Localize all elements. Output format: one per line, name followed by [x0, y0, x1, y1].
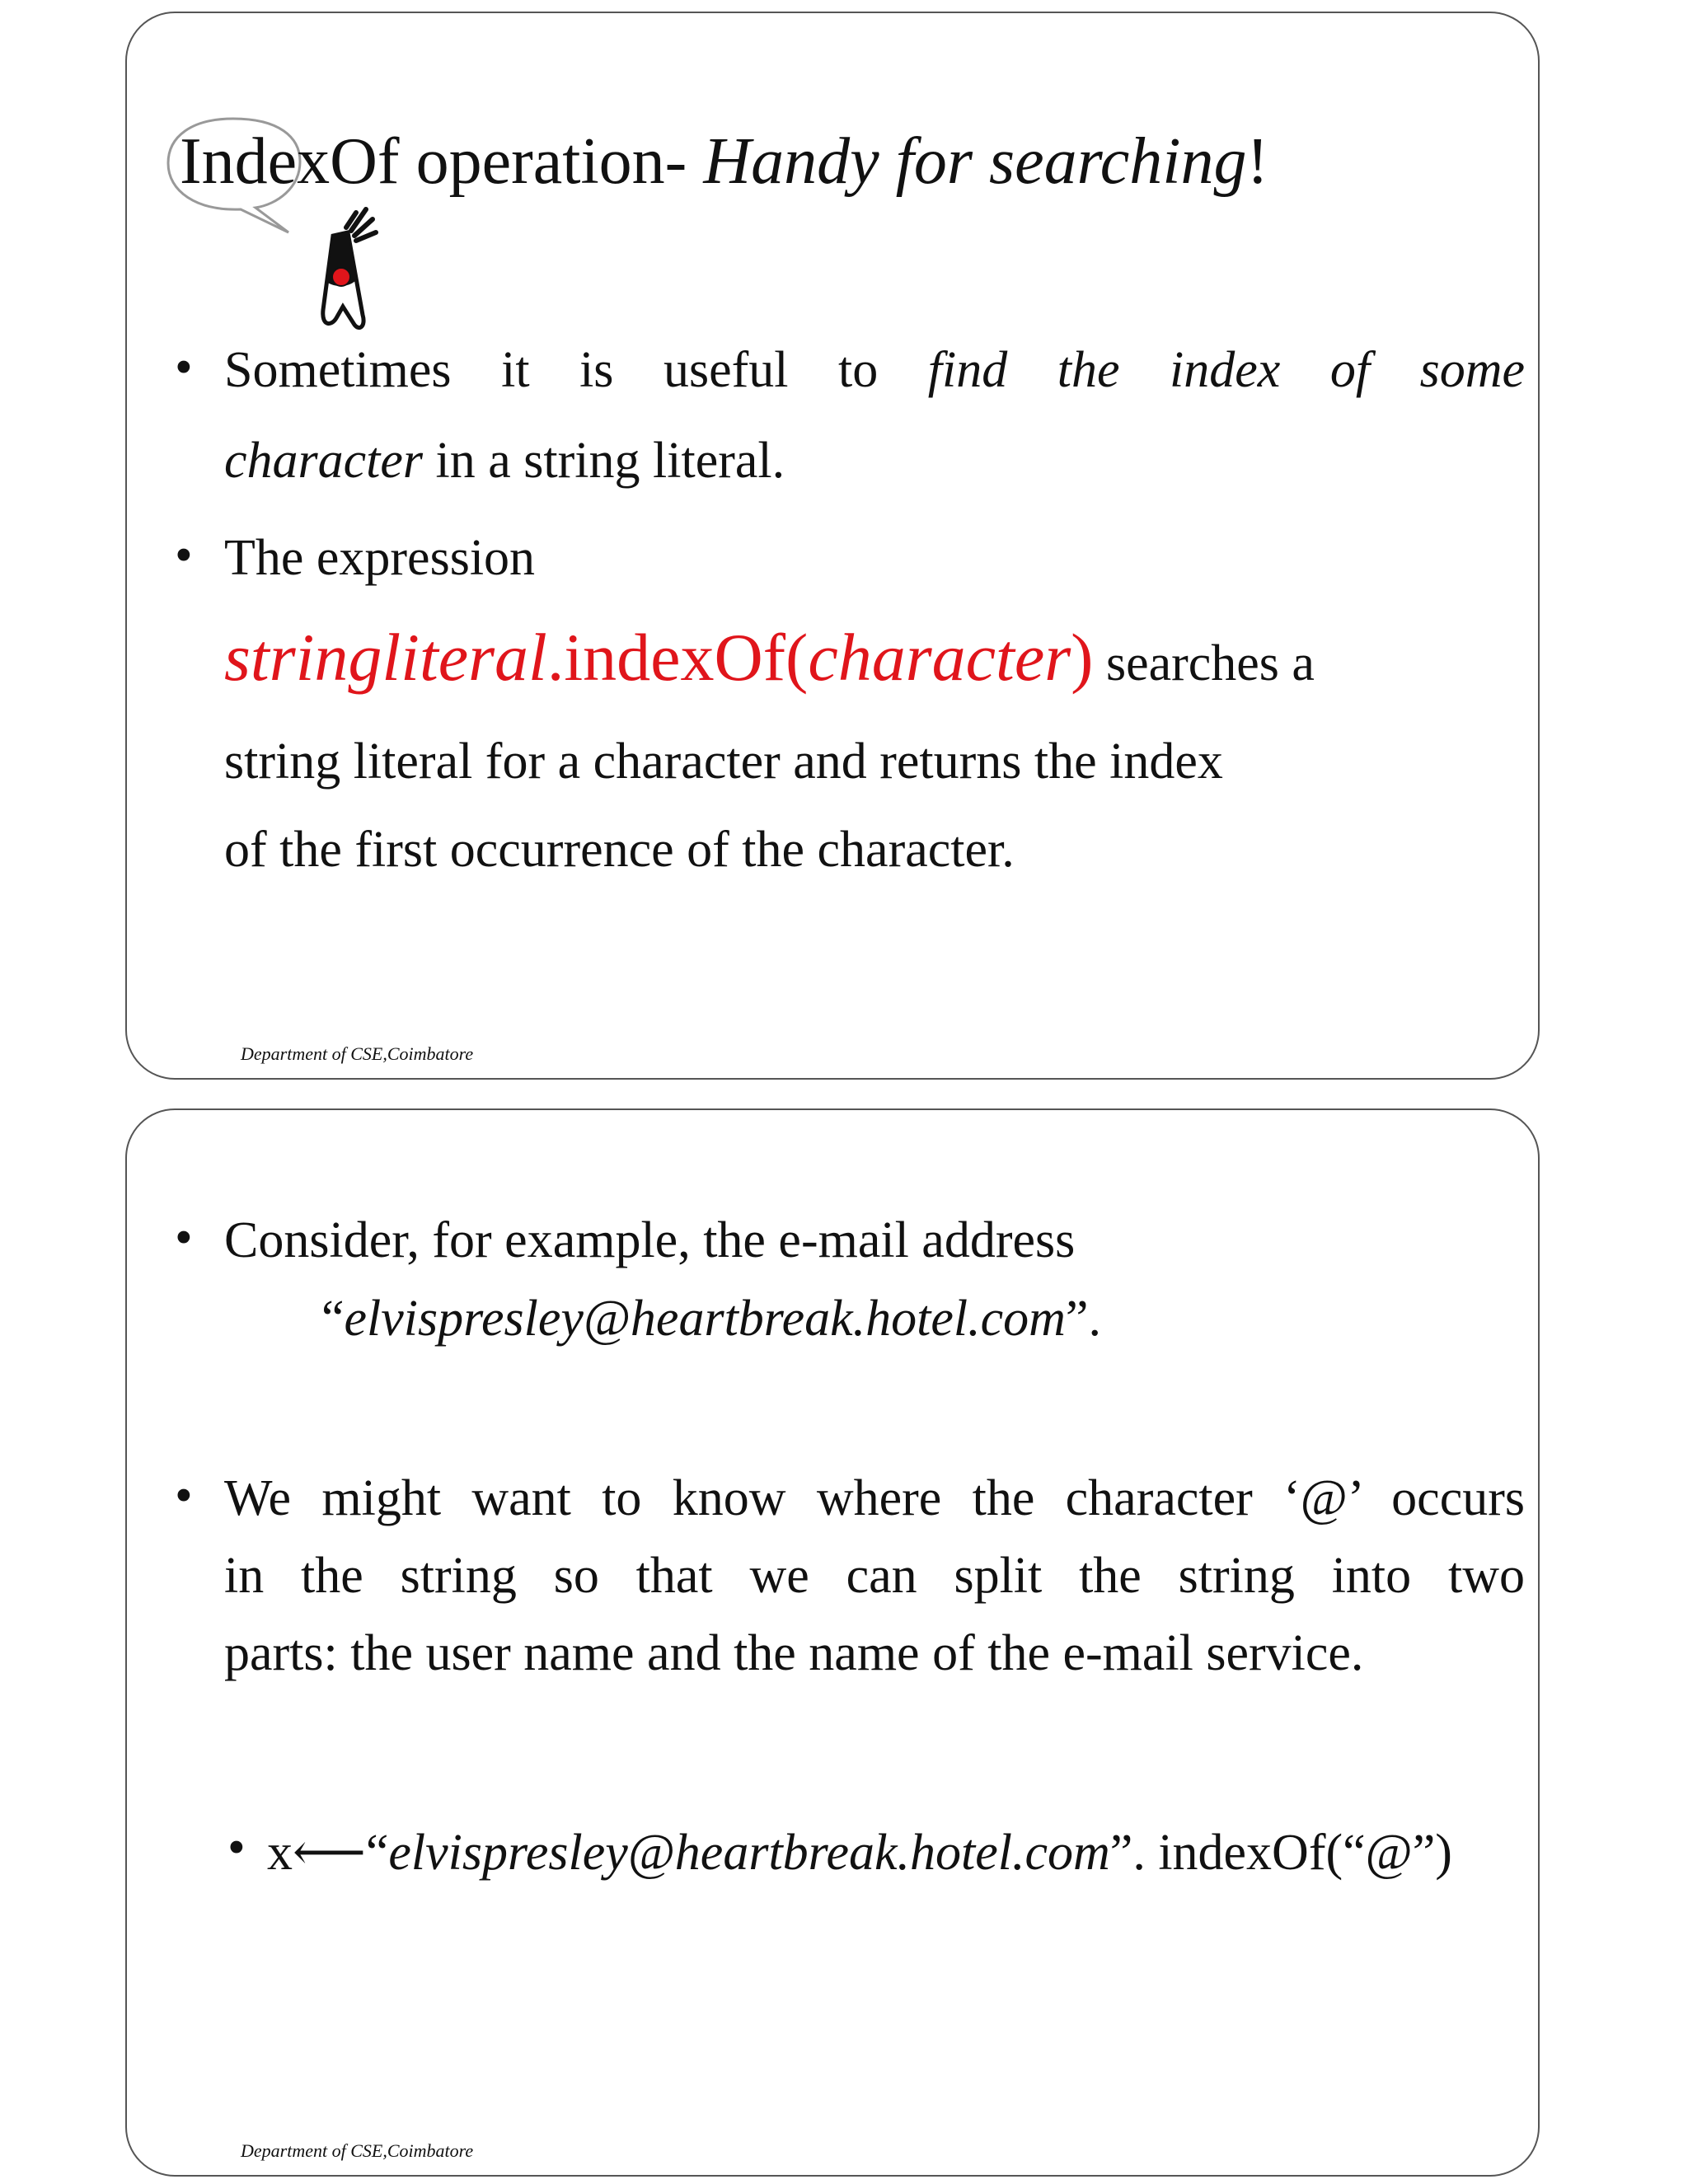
bullet-2-line-3: parts: the user name and the name of the e-mail service. — [224, 1625, 1364, 1681]
bullet-marker: • — [175, 527, 193, 583]
bullet-1-line-2: character in a string literal. — [224, 433, 785, 489]
bullet-1-line-1: Consider, for example, the e-mail address — [224, 1212, 1076, 1268]
bullet-2-code-line: stringliteral.indexOf(character) searches a — [224, 620, 1315, 695]
java-duke-mascot-icon — [308, 203, 382, 343]
bullet-2-line-1: The expression — [224, 530, 536, 586]
bullet-2-line-3: string literal for a character and returns the index — [224, 733, 1223, 790]
bullet-marker: • — [175, 1210, 193, 1266]
bullet-1-line-1: Sometimes it is useful to find the index of some — [224, 342, 1526, 398]
slide-2 — [125, 1108, 1540, 2177]
bullet-1-email-line: “elvispresley@heartbreak.hotel.com”. — [321, 1291, 1101, 1347]
bullet-2-line-2: in the string so that we can split the string into two — [224, 1548, 1525, 1604]
slide-footer: Department of CSE,Coimbatore — [241, 1043, 474, 1064]
bullet-2-line-4: of the first occurrence of the character. — [224, 822, 1015, 878]
slide-footer: Department of CSE,Coimbatore — [241, 2140, 474, 2161]
bullet-2-line-1: We might want to know where the character ‘@’ occurs — [224, 1470, 1525, 1526]
bullet-marker: • — [175, 1468, 193, 1524]
sub-bullet-expression: x⟵“elvispresley@heartbreak.hotel.com”. indexOf(“@”) — [267, 1825, 1452, 1881]
slide-1 — [125, 12, 1540, 1080]
slide-title: IndexOf operation- Handy for searching! — [180, 125, 1269, 198]
bullet-marker: • — [175, 340, 193, 396]
sub-bullet-marker: • — [227, 1820, 246, 1876]
